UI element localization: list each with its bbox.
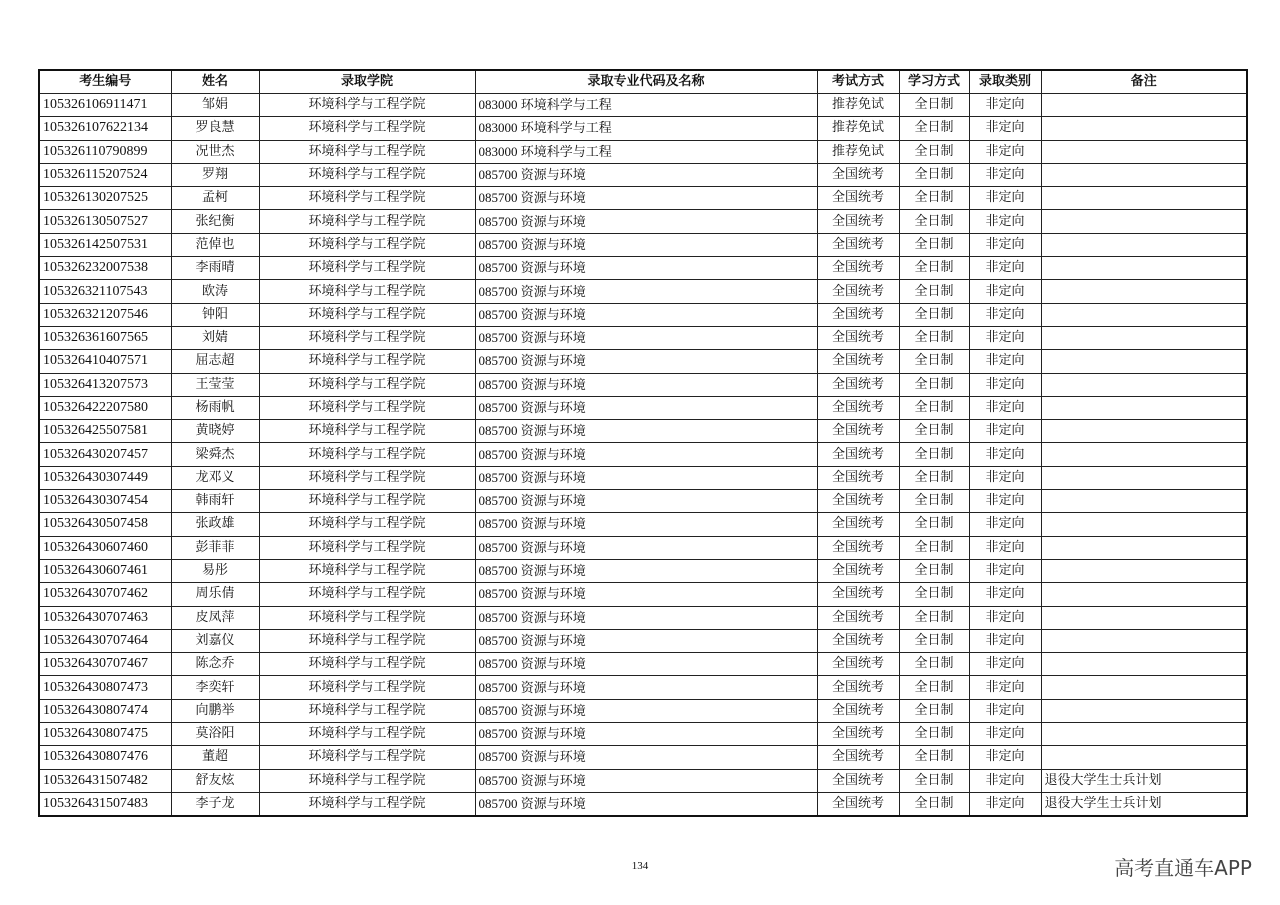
cell-study-mode: 全日制 [899, 117, 969, 140]
cell-remarks [1041, 140, 1247, 163]
table-row [39, 280, 1247, 303]
header-study-mode: 学习方式 [899, 70, 969, 94]
cell-admission-category: 非定向 [969, 326, 1041, 349]
cell-major: 085700 资源与环境 [475, 350, 817, 373]
cell-study-mode: 全日制 [899, 769, 969, 792]
cell-admission-category: 非定向 [969, 140, 1041, 163]
cell-study-mode: 全日制 [899, 94, 969, 117]
cell-admission-category: 非定向 [969, 210, 1041, 233]
cell-admission-category: 非定向 [969, 536, 1041, 559]
cell-study-mode: 全日制 [899, 163, 969, 186]
cell-candidate-id: 105326430707467 [39, 653, 171, 676]
cell-college: 环境科学与工程学院 [259, 140, 475, 163]
table-row [39, 326, 1247, 349]
cell-major: 085700 资源与环境 [475, 629, 817, 652]
cell-name: 范倬也 [171, 233, 259, 256]
cell-candidate-id: 105326321207546 [39, 303, 171, 326]
cell-college: 环境科学与工程学院 [259, 373, 475, 396]
cell-name: 周乐倩 [171, 583, 259, 606]
cell-exam-type: 全国统考 [817, 187, 899, 210]
cell-study-mode: 全日制 [899, 723, 969, 746]
cell-exam-type: 全国统考 [817, 303, 899, 326]
cell-major: 085700 资源与环境 [475, 769, 817, 792]
cell-exam-type: 全国统考 [817, 350, 899, 373]
cell-study-mode: 全日制 [899, 396, 969, 419]
cell-study-mode: 全日制 [899, 443, 969, 466]
cell-college: 环境科学与工程学院 [259, 606, 475, 629]
cell-admission-category: 非定向 [969, 792, 1041, 816]
cell-major: 085700 资源与环境 [475, 792, 817, 816]
cell-exam-type: 全国统考 [817, 792, 899, 816]
cell-name: 张纪衡 [171, 210, 259, 233]
cell-college: 环境科学与工程学院 [259, 769, 475, 792]
cell-remarks [1041, 303, 1247, 326]
cell-study-mode: 全日制 [899, 792, 969, 816]
cell-study-mode: 全日制 [899, 373, 969, 396]
cell-exam-type: 全国统考 [817, 536, 899, 559]
cell-exam-type: 全国统考 [817, 466, 899, 489]
cell-exam-type: 全国统考 [817, 257, 899, 280]
header-admission-category: 录取类别 [969, 70, 1041, 94]
cell-study-mode: 全日制 [899, 676, 969, 699]
cell-candidate-id: 105326430607460 [39, 536, 171, 559]
cell-candidate-id: 105326431507482 [39, 769, 171, 792]
table-row [39, 606, 1247, 629]
cell-study-mode: 全日制 [899, 140, 969, 163]
table-row [39, 699, 1247, 722]
cell-name: 董超 [171, 746, 259, 769]
cell-remarks [1041, 257, 1247, 280]
cell-admission-category: 非定向 [969, 350, 1041, 373]
cell-study-mode: 全日制 [899, 210, 969, 233]
cell-college: 环境科学与工程学院 [259, 443, 475, 466]
cell-major: 085700 资源与环境 [475, 723, 817, 746]
cell-exam-type: 全国统考 [817, 606, 899, 629]
cell-major: 085700 资源与环境 [475, 326, 817, 349]
cell-admission-category: 非定向 [969, 629, 1041, 652]
cell-name: 杨雨帆 [171, 396, 259, 419]
cell-name: 邹娟 [171, 94, 259, 117]
cell-major: 085700 资源与环境 [475, 233, 817, 256]
table-row [39, 676, 1247, 699]
header-remarks: 备注 [1041, 70, 1247, 94]
cell-major: 083000 环境科学与工程 [475, 117, 817, 140]
cell-remarks [1041, 396, 1247, 419]
cell-candidate-id: 105326232007538 [39, 257, 171, 280]
cell-remarks [1041, 233, 1247, 256]
cell-candidate-id: 105326430307449 [39, 466, 171, 489]
cell-admission-category: 非定向 [969, 280, 1041, 303]
cell-remarks [1041, 583, 1247, 606]
cell-admission-category: 非定向 [969, 769, 1041, 792]
cell-major: 085700 资源与环境 [475, 373, 817, 396]
cell-exam-type: 全国统考 [817, 210, 899, 233]
cell-exam-type: 全国统考 [817, 490, 899, 513]
cell-remarks [1041, 163, 1247, 186]
cell-name: 王莹莹 [171, 373, 259, 396]
cell-name: 龙邓义 [171, 466, 259, 489]
cell-admission-category: 非定向 [969, 163, 1041, 186]
cell-exam-type: 全国统考 [817, 559, 899, 582]
table-row [39, 653, 1247, 676]
cell-remarks [1041, 420, 1247, 443]
page-number: 134 [631, 860, 649, 872]
cell-candidate-id: 105326142507531 [39, 233, 171, 256]
cell-name: 易彤 [171, 559, 259, 582]
cell-college: 环境科学与工程学院 [259, 94, 475, 117]
cell-candidate-id: 105326430807474 [39, 699, 171, 722]
cell-remarks [1041, 699, 1247, 722]
cell-college: 环境科学与工程学院 [259, 653, 475, 676]
cell-study-mode: 全日制 [899, 583, 969, 606]
cell-exam-type: 推荐免试 [817, 140, 899, 163]
cell-admission-category: 非定向 [969, 676, 1041, 699]
cell-exam-type: 全国统考 [817, 373, 899, 396]
table-row [39, 490, 1247, 513]
cell-exam-type: 全国统考 [817, 280, 899, 303]
cell-candidate-id: 105326115207524 [39, 163, 171, 186]
cell-college: 环境科学与工程学院 [259, 350, 475, 373]
cell-name: 陈念乔 [171, 653, 259, 676]
table-row [39, 373, 1247, 396]
cell-admission-category: 非定向 [969, 187, 1041, 210]
cell-admission-category: 非定向 [969, 117, 1041, 140]
cell-study-mode: 全日制 [899, 420, 969, 443]
cell-exam-type: 推荐免试 [817, 117, 899, 140]
table-row [39, 559, 1247, 582]
cell-exam-type: 全国统考 [817, 163, 899, 186]
cell-admission-category: 非定向 [969, 373, 1041, 396]
cell-college: 环境科学与工程学院 [259, 396, 475, 419]
cell-remarks [1041, 443, 1247, 466]
cell-study-mode: 全日制 [899, 699, 969, 722]
cell-name: 李雨晴 [171, 257, 259, 280]
cell-major: 085700 资源与环境 [475, 583, 817, 606]
cell-admission-category: 非定向 [969, 699, 1041, 722]
table-row [39, 723, 1247, 746]
cell-remarks [1041, 466, 1247, 489]
cell-exam-type: 全国统考 [817, 443, 899, 466]
cell-candidate-id: 105326410407571 [39, 350, 171, 373]
table-row [39, 629, 1247, 652]
table-row [39, 350, 1247, 373]
cell-major: 085700 资源与环境 [475, 513, 817, 536]
cell-college: 环境科学与工程学院 [259, 117, 475, 140]
cell-study-mode: 全日制 [899, 629, 969, 652]
cell-admission-category: 非定向 [969, 443, 1041, 466]
cell-remarks [1041, 723, 1247, 746]
cell-admission-category: 非定向 [969, 233, 1041, 256]
cell-admission-category: 非定向 [969, 653, 1041, 676]
cell-college: 环境科学与工程学院 [259, 583, 475, 606]
cell-exam-type: 全国统考 [817, 676, 899, 699]
cell-study-mode: 全日制 [899, 280, 969, 303]
table-row [39, 94, 1247, 117]
cell-name: 黄晓婷 [171, 420, 259, 443]
cell-admission-category: 非定向 [969, 420, 1041, 443]
cell-admission-category: 非定向 [969, 723, 1041, 746]
cell-study-mode: 全日制 [899, 746, 969, 769]
table-header-row [39, 70, 1247, 94]
cell-exam-type: 全国统考 [817, 326, 899, 349]
cell-college: 环境科学与工程学院 [259, 233, 475, 256]
cell-exam-type: 全国统考 [817, 746, 899, 769]
header-major: 录取专业代码及名称 [475, 70, 817, 94]
table-row [39, 140, 1247, 163]
cell-major: 085700 资源与环境 [475, 443, 817, 466]
table-row [39, 746, 1247, 769]
cell-admission-category: 非定向 [969, 606, 1041, 629]
table-row [39, 443, 1247, 466]
cell-remarks [1041, 513, 1247, 536]
table-row [39, 583, 1247, 606]
cell-name: 况世杰 [171, 140, 259, 163]
cell-candidate-id: 105326413207573 [39, 373, 171, 396]
cell-name: 罗良慧 [171, 117, 259, 140]
cell-candidate-id: 105326431507483 [39, 792, 171, 816]
table-row [39, 210, 1247, 233]
table-row [39, 792, 1247, 816]
cell-college: 环境科学与工程学院 [259, 257, 475, 280]
cell-exam-type: 全国统考 [817, 769, 899, 792]
cell-candidate-id: 105326430707463 [39, 606, 171, 629]
cell-college: 环境科学与工程学院 [259, 163, 475, 186]
table-row [39, 769, 1247, 792]
cell-name: 舒友炫 [171, 769, 259, 792]
cell-study-mode: 全日制 [899, 303, 969, 326]
cell-major: 085700 资源与环境 [475, 490, 817, 513]
cell-candidate-id: 105326430507458 [39, 513, 171, 536]
watermark: 高考直通车APP [1114, 856, 1252, 880]
cell-major: 085700 资源与环境 [475, 163, 817, 186]
cell-name: 刘嘉仪 [171, 629, 259, 652]
cell-study-mode: 全日制 [899, 466, 969, 489]
cell-name: 罗翔 [171, 163, 259, 186]
header-college: 录取学院 [259, 70, 475, 94]
cell-admission-category: 非定向 [969, 396, 1041, 419]
cell-candidate-id: 105326430807473 [39, 676, 171, 699]
table-row [39, 117, 1247, 140]
cell-candidate-id: 105326430707464 [39, 629, 171, 652]
cell-name: 屈志超 [171, 350, 259, 373]
cell-remarks: 退役大学生士兵计划 [1041, 769, 1247, 792]
cell-candidate-id: 105326422207580 [39, 396, 171, 419]
cell-candidate-id: 105326321107543 [39, 280, 171, 303]
cell-college: 环境科学与工程学院 [259, 792, 475, 816]
cell-candidate-id: 105326430807476 [39, 746, 171, 769]
cell-candidate-id: 105326430207457 [39, 443, 171, 466]
cell-name: 向鹏举 [171, 699, 259, 722]
cell-remarks [1041, 490, 1247, 513]
cell-candidate-id: 105326106911471 [39, 94, 171, 117]
cell-study-mode: 全日制 [899, 233, 969, 256]
cell-college: 环境科学与工程学院 [259, 280, 475, 303]
cell-remarks [1041, 559, 1247, 582]
cell-major: 085700 资源与环境 [475, 746, 817, 769]
cell-remarks [1041, 326, 1247, 349]
table-row [39, 303, 1247, 326]
cell-remarks [1041, 536, 1247, 559]
cell-name: 欧涛 [171, 280, 259, 303]
cell-study-mode: 全日制 [899, 350, 969, 373]
cell-exam-type: 全国统考 [817, 583, 899, 606]
cell-major: 085700 资源与环境 [475, 257, 817, 280]
header-candidate-id: 考生编号 [39, 70, 171, 94]
cell-college: 环境科学与工程学院 [259, 699, 475, 722]
cell-candidate-id: 105326430707462 [39, 583, 171, 606]
cell-admission-category: 非定向 [969, 490, 1041, 513]
table-row [39, 513, 1247, 536]
cell-name: 刘婧 [171, 326, 259, 349]
cell-exam-type: 全国统考 [817, 420, 899, 443]
cell-candidate-id: 105326430607461 [39, 559, 171, 582]
cell-college: 环境科学与工程学院 [259, 187, 475, 210]
cell-name: 彭菲菲 [171, 536, 259, 559]
cell-name: 梁舜杰 [171, 443, 259, 466]
cell-study-mode: 全日制 [899, 559, 969, 582]
cell-exam-type: 全国统考 [817, 629, 899, 652]
table-row [39, 466, 1247, 489]
cell-admission-category: 非定向 [969, 94, 1041, 117]
cell-college: 环境科学与工程学院 [259, 420, 475, 443]
cell-major: 083000 环境科学与工程 [475, 140, 817, 163]
cell-exam-type: 全国统考 [817, 233, 899, 256]
cell-candidate-id: 105326107622134 [39, 117, 171, 140]
cell-college: 环境科学与工程学院 [259, 513, 475, 536]
cell-candidate-id: 105326430807475 [39, 723, 171, 746]
cell-college: 环境科学与工程学院 [259, 746, 475, 769]
cell-study-mode: 全日制 [899, 513, 969, 536]
cell-remarks [1041, 117, 1247, 140]
cell-major: 085700 资源与环境 [475, 699, 817, 722]
cell-study-mode: 全日制 [899, 653, 969, 676]
table-row [39, 396, 1247, 419]
cell-admission-category: 非定向 [969, 303, 1041, 326]
cell-college: 环境科学与工程学院 [259, 326, 475, 349]
cell-name: 钟阳 [171, 303, 259, 326]
cell-name: 皮凤萍 [171, 606, 259, 629]
cell-study-mode: 全日制 [899, 536, 969, 559]
cell-admission-category: 非定向 [969, 257, 1041, 280]
cell-major: 085700 资源与环境 [475, 396, 817, 419]
cell-college: 环境科学与工程学院 [259, 559, 475, 582]
table-row [39, 187, 1247, 210]
cell-remarks [1041, 746, 1247, 769]
cell-candidate-id: 105326361607565 [39, 326, 171, 349]
cell-major: 085700 资源与环境 [475, 187, 817, 210]
cell-major: 085700 资源与环境 [475, 420, 817, 443]
table-row [39, 163, 1247, 186]
cell-name: 李子龙 [171, 792, 259, 816]
cell-exam-type: 全国统考 [817, 513, 899, 536]
cell-remarks [1041, 373, 1247, 396]
table-body [39, 94, 1247, 817]
cell-study-mode: 全日制 [899, 490, 969, 513]
cell-major: 085700 资源与环境 [475, 210, 817, 233]
cell-major: 085700 资源与环境 [475, 303, 817, 326]
cell-admission-category: 非定向 [969, 583, 1041, 606]
cell-remarks [1041, 187, 1247, 210]
header-exam-type: 考试方式 [817, 70, 899, 94]
cell-name: 莫浴阳 [171, 723, 259, 746]
cell-remarks [1041, 629, 1247, 652]
cell-major: 085700 资源与环境 [475, 536, 817, 559]
cell-major: 085700 资源与环境 [475, 606, 817, 629]
cell-remarks: 退役大学生士兵计划 [1041, 792, 1247, 816]
cell-major: 083000 环境科学与工程 [475, 94, 817, 117]
cell-study-mode: 全日制 [899, 187, 969, 210]
cell-name: 李奕轩 [171, 676, 259, 699]
cell-remarks [1041, 94, 1247, 117]
cell-college: 环境科学与工程学院 [259, 466, 475, 489]
cell-remarks [1041, 210, 1247, 233]
cell-exam-type: 全国统考 [817, 723, 899, 746]
cell-remarks [1041, 606, 1247, 629]
cell-college: 环境科学与工程学院 [259, 536, 475, 559]
table-row [39, 257, 1247, 280]
cell-major: 085700 资源与环境 [475, 559, 817, 582]
cell-college: 环境科学与工程学院 [259, 303, 475, 326]
cell-remarks [1041, 280, 1247, 303]
cell-college: 环境科学与工程学院 [259, 629, 475, 652]
cell-exam-type: 全国统考 [817, 699, 899, 722]
admission-table [38, 69, 1248, 817]
cell-candidate-id: 105326110790899 [39, 140, 171, 163]
cell-candidate-id: 105326130207525 [39, 187, 171, 210]
cell-study-mode: 全日制 [899, 257, 969, 280]
cell-remarks [1041, 676, 1247, 699]
table-row [39, 233, 1247, 256]
cell-major: 085700 资源与环境 [475, 280, 817, 303]
cell-college: 环境科学与工程学院 [259, 723, 475, 746]
cell-candidate-id: 105326430307454 [39, 490, 171, 513]
cell-name: 孟柯 [171, 187, 259, 210]
cell-remarks [1041, 653, 1247, 676]
cell-admission-category: 非定向 [969, 559, 1041, 582]
cell-admission-category: 非定向 [969, 746, 1041, 769]
cell-admission-category: 非定向 [969, 466, 1041, 489]
cell-candidate-id: 105326130507527 [39, 210, 171, 233]
cell-study-mode: 全日制 [899, 326, 969, 349]
table-row [39, 420, 1247, 443]
header-name: 姓名 [171, 70, 259, 94]
cell-college: 环境科学与工程学院 [259, 676, 475, 699]
cell-exam-type: 推荐免试 [817, 94, 899, 117]
cell-admission-category: 非定向 [969, 513, 1041, 536]
cell-college: 环境科学与工程学院 [259, 490, 475, 513]
cell-exam-type: 全国统考 [817, 653, 899, 676]
table-row [39, 536, 1247, 559]
cell-name: 张政雄 [171, 513, 259, 536]
cell-remarks [1041, 350, 1247, 373]
cell-college: 环境科学与工程学院 [259, 210, 475, 233]
cell-major: 085700 资源与环境 [475, 466, 817, 489]
cell-name: 韩雨轩 [171, 490, 259, 513]
cell-major: 085700 资源与环境 [475, 676, 817, 699]
cell-study-mode: 全日制 [899, 606, 969, 629]
cell-exam-type: 全国统考 [817, 396, 899, 419]
cell-major: 085700 资源与环境 [475, 653, 817, 676]
cell-candidate-id: 105326425507581 [39, 420, 171, 443]
